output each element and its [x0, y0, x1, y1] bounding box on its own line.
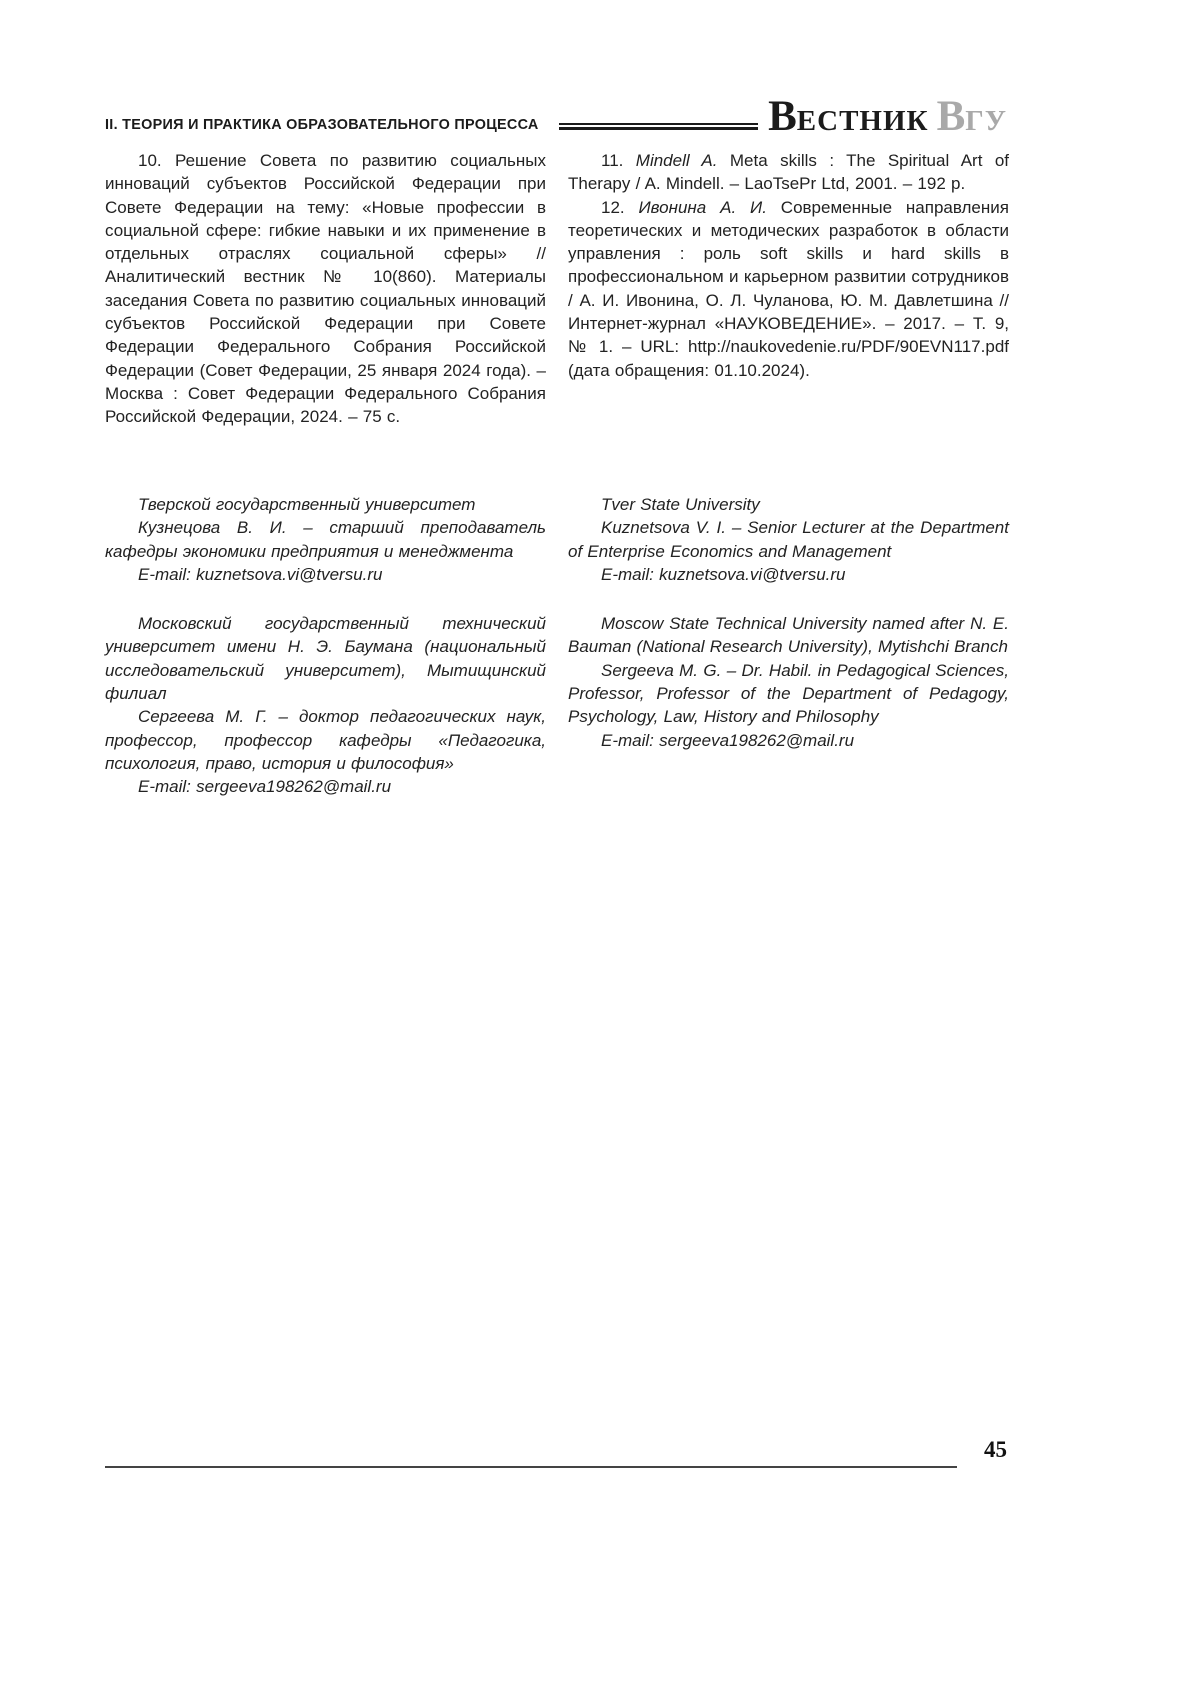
reference-text: Современные направления теоретических и методических разработок в области управления : роль soft skills и hard skills в профессиональном и карьерном развитии сотрудников / А. И. Ивонина, О. Л. Чуланова, Ю. М. Давлетшина // Интернет-журнал «НАУКОВЕДЕНИЕ». – 2017. – Т. 9, № 1. – URL: http://naukovedenie.ru/PDF/90EVN117.pdf (дата обращения: 01.10.2024).	[568, 197, 1009, 380]
affiliation-block-tver-ru	[105, 493, 546, 586]
page-number: 45	[984, 1437, 1007, 1462]
references-right-column	[568, 149, 1009, 429]
affiliations-section	[105, 493, 1009, 799]
affiliations-russian-column	[105, 493, 546, 799]
affiliation-block-tver-en	[568, 493, 1009, 586]
affiliation-email: E-mail: sergeeva198262@mail.ru	[138, 777, 392, 797]
reference-item-11	[568, 149, 1009, 196]
affiliation-block-bauman-ru	[105, 612, 546, 798]
reference-text: Meta skills : The Spiritual Art of Therapy / A. Mindell. – LaoTsePr Ltd, 2001. – 192 p.	[568, 151, 1010, 194]
reference-number: 12.	[601, 197, 639, 217]
affiliation-person: Сергеева М. Г. – доктор педагогических наук, профессор, профессор кафедры «Педагогика, психология, право, история и философия»	[105, 707, 546, 773]
affiliation-email: E-mail: kuznetsova.vi@tversu.ru	[138, 564, 383, 584]
affiliations-english-column	[568, 493, 1009, 799]
footer-rule	[105, 1466, 957, 1468]
reference-author: Mindell A.	[635, 151, 718, 170]
affiliation-email: E-mail: kuznetsova.vi@tversu.ru	[601, 564, 846, 584]
reference-item-12	[568, 196, 1009, 382]
affiliation-institution: Тверской государственный университет	[138, 495, 476, 514]
affiliation-institution: Moscow State Technical University named after N. E. Bauman (National Research University), Mytishchi Branch	[568, 614, 1009, 657]
journal-logo	[768, 93, 1007, 140]
affiliation-email: E-mail: sergeeva198262@mail.ru	[601, 730, 855, 750]
page-header	[105, 93, 1007, 140]
section-title: II. ТЕОРИЯ И ПРАКТИКА ОБРАЗОВАТЕЛЬНОГО ПРОЦЕССА	[105, 115, 539, 133]
reference-author: Ивонина А. И.	[638, 197, 767, 217]
reference-text: Решение Совета по развитию социальных инноваций субъектов Российской Федерации при Совете Федерации на тему: «Новые профессии в социальной сфере: гибкие навыки и их применение в отдельных отраслях социальной сферы» // Аналитический вестник № 10(860). Материалы заседания Совета по развитию социальных инноваций субъектов Российской Федерации при Совете Федерации Федерального Собрания Российской Федерации (Совет Федерации, 25 января 2024 года). – Москва : Совет Федерации Федерального Собрания Российской Федерации, 2024. – 75 с.	[105, 151, 546, 427]
affiliation-person: Sergeeva M. G. – Dr. Habil. in Pedagogical Sciences, Professor, Professor of the Department of Pedagogy, Psychology, Law, History and Philosophy	[568, 660, 1009, 727]
affiliation-person: Kuznetsova V. I. – Senior Lecturer at the Department of Enterprise Economics and Management	[568, 518, 1009, 561]
references-left-column	[105, 149, 546, 429]
header-rule	[559, 123, 758, 130]
logo-vestnik-rest: ЕСТНИК	[796, 105, 929, 137]
logo-vgu-rest: ГУ	[965, 105, 1007, 137]
affiliation-institution: Московский государственный технический университет имени Н. Э. Баумана (национальный исследовательский университет), Мытищинский филиал	[105, 614, 546, 704]
references-section	[105, 149, 1009, 429]
reference-item-10	[105, 149, 546, 429]
reference-number: 11.	[601, 151, 636, 170]
affiliation-block-bauman-en	[568, 612, 1009, 752]
logo-vestnik-initial: В	[768, 93, 797, 140]
affiliation-person: Кузнецова В. И. – старший преподаватель кафедры экономики предприятия и менеджмента	[105, 518, 546, 561]
affiliation-institution: Tver State University	[601, 495, 760, 514]
logo-vgu-initial: В	[936, 93, 966, 140]
reference-number: 10.	[138, 151, 176, 170]
